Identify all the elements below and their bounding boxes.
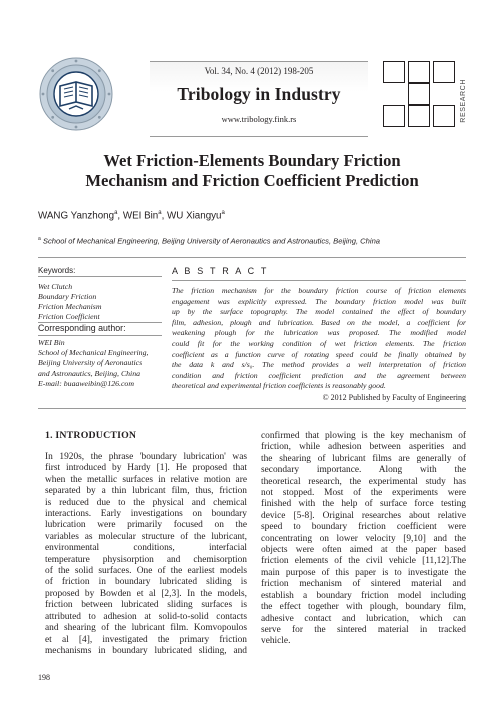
body-line: serve for the sintered material in tracked xyxy=(261,624,466,635)
body-line: temperature physisorption and chemisorption xyxy=(45,554,247,565)
author-separator: , xyxy=(117,210,123,222)
keyword-item: Wet Clutch xyxy=(38,282,73,291)
body-line: friction between lubricated sliding surfaces is xyxy=(45,600,247,611)
section-label-research: RESEARCH xyxy=(460,79,467,123)
body-line: interactions. Early investigations on boundary xyxy=(45,509,247,520)
abstract-line: weakening plough for the lubrication was proposed. The modified model xyxy=(172,328,466,338)
author-affiliation-mark: a xyxy=(114,210,118,216)
paper-title xyxy=(40,151,464,191)
corresponding-author-label: Corresponding author: xyxy=(38,323,126,333)
corresponding-email: E-mail: buaaweibin@126.com xyxy=(38,378,134,388)
author-affiliation-mark: a xyxy=(158,210,162,216)
divider xyxy=(38,276,162,277)
body-column-right xyxy=(261,431,466,648)
abstract-line: The friction mechanism for the boundary friction course of friction elements xyxy=(172,286,466,295)
author-list xyxy=(38,210,225,221)
keyword-item: Friction Coefficient xyxy=(38,312,100,321)
body-line: objects were often aimed at the paper based xyxy=(261,545,466,556)
abstract-line: coefficient as a function curve of rotating speed could be finally obtained by xyxy=(172,349,466,359)
body-line: main purpose of this paper is to investigate the xyxy=(261,567,466,578)
keywords-list xyxy=(38,282,101,322)
body-line: adhesive contact and lubrication, which can xyxy=(261,613,466,624)
body-line: variables as molecular structure of the lubricant, xyxy=(45,531,247,542)
body-line: first introduced by Hardy [1]. He proposed that xyxy=(45,463,247,474)
body-line: device [5-8]. Original researches about relative xyxy=(261,510,466,521)
abstract-text xyxy=(172,286,466,392)
author-name: WU Xiangyu xyxy=(167,210,222,222)
author-name: WANG Yanzhong xyxy=(38,210,115,222)
divider xyxy=(38,335,162,336)
volume-info: Vol. 34, No. 4 (2012) 198-205 xyxy=(204,66,314,76)
abstract-line: could fit for the working condition of wet friction elements. The friction xyxy=(172,338,466,348)
keyword-item: Boundary Friction xyxy=(38,292,97,301)
section-heading: 1. INTRODUCTION xyxy=(45,430,137,441)
body-line: friction, while adhesion between asperities and xyxy=(261,442,466,453)
body-line: and shearing of the lubricant film. Komvopoulos xyxy=(45,623,247,634)
abstract-heading: A B S T R A C T xyxy=(172,266,269,276)
body-line: vehicle. xyxy=(261,636,291,647)
body-line: the effect together with plough, boundary film, xyxy=(261,602,466,613)
abstract-line: engagement was explicitly expressed. The boundary friction model was built xyxy=(172,296,466,306)
body-line: lubrication were primarily focused on the xyxy=(45,520,247,531)
grid-cell xyxy=(408,105,430,127)
body-line: finished with the help of surface force testing xyxy=(261,499,466,510)
divider xyxy=(172,280,466,281)
body-line: is reduced due to the physical and chemical xyxy=(45,497,247,508)
university-seal-logo-icon xyxy=(38,56,114,132)
body-line: secondary importance. Along with the xyxy=(261,465,466,476)
grid-cell xyxy=(433,105,455,127)
grid-cell xyxy=(408,83,430,105)
body-line: not stopped. Most of the experiments were xyxy=(261,488,466,499)
keyword-item: Friction Mechanism xyxy=(38,302,102,311)
divider xyxy=(38,408,466,409)
body-line: friction mechanism of sintered material and xyxy=(261,579,466,590)
body-line: mechanisms in boundary lubricated sliding, and xyxy=(45,645,247,656)
corresponding-line: Beijing University of Aeronautics xyxy=(38,358,143,368)
abstract-line: up by the surface topography. The model contained the effect of boundary xyxy=(172,307,466,317)
abstract-line: condition and friction coefficient prediction and the agreement between xyxy=(172,370,466,380)
divider xyxy=(38,257,466,258)
body-line: establish a boundary friction model including xyxy=(261,590,466,601)
page-number: 198 xyxy=(38,673,50,682)
corresponding-line: WEI Bin xyxy=(38,338,65,347)
corresponding-line: and Astronautics, Beijing, China xyxy=(38,368,141,378)
body-line: confirmed that plowing is the key mechanism of xyxy=(261,431,466,441)
decorative-box-grid xyxy=(383,61,458,127)
affiliation-text: School of Mechanical Engineering, Beijing University of Aeronautics and Astronautics, Beijing, China xyxy=(42,236,381,246)
body-line: of the solid surfaces. One of the earliest models xyxy=(45,566,247,577)
body-line: separated by a thin lubricant film, thus, friction xyxy=(45,486,247,497)
corresponding-author-details xyxy=(38,338,148,389)
body-line: proposed by Bowden et al [2,3]. In the models, xyxy=(45,588,247,599)
body-line: speed to boundary friction coefficient were xyxy=(261,522,466,533)
body-line: friction elements of the civil vehicle [11,12].The xyxy=(261,556,466,567)
journal-url-link[interactable]: www.tribology.fink.rs xyxy=(221,114,297,124)
journal-header xyxy=(150,61,368,137)
grid-cell xyxy=(383,105,405,127)
body-line: et al [4], investigated the primary friction xyxy=(45,634,247,645)
grid-cell xyxy=(433,61,455,83)
body-line: theoretical research, the experimental study has xyxy=(261,476,466,487)
author-separator: , xyxy=(161,210,168,222)
copyright-notice: © 2012 Published by Faculty of Engineering xyxy=(322,393,466,402)
abstract-line: theoretical and experimental friction coefficients is reasonably good. xyxy=(172,381,386,391)
corresponding-line: School of Mechanical Engineering, xyxy=(38,348,149,358)
author-name: WEI Bin xyxy=(122,210,159,222)
grid-cell xyxy=(383,61,405,83)
body-line: environmental conditions, interfacial xyxy=(45,543,247,554)
keywords-label: Keywords: xyxy=(38,266,76,275)
body-line: attributed to adhesion at solid-to-solid contacts xyxy=(45,611,247,622)
author-affiliation-mark: a xyxy=(221,210,225,216)
abstract-line: the data k and s/s₀. The method provides a well interpretation of friction xyxy=(172,360,466,370)
paper-title-line: Mechanism and Friction Coefficient Prediction xyxy=(85,171,419,190)
paper-title-line: Wet Friction-Elements Boundary Friction xyxy=(103,151,401,170)
body-line: concentrating on lower velocity [9,10] and the xyxy=(261,533,466,544)
body-line: when the metallic surfaces in relative motion are xyxy=(45,474,247,485)
body-line: the shearing of lubricant films are generally of xyxy=(261,453,466,464)
abstract-line: film, adhesion, plough and lubrication. Based on the model, a coefficient for xyxy=(172,317,466,327)
grid-cell xyxy=(408,61,430,83)
body-line: of friction in boundary lubricated sliding is xyxy=(45,577,247,588)
body-line: In 1920s, the phrase 'boundary lubrication' was xyxy=(45,452,247,462)
affiliation-mark: a xyxy=(38,236,41,242)
affiliation xyxy=(38,236,380,246)
journal-title: Tribology in Industry xyxy=(177,84,341,104)
body-column-left xyxy=(45,452,247,657)
